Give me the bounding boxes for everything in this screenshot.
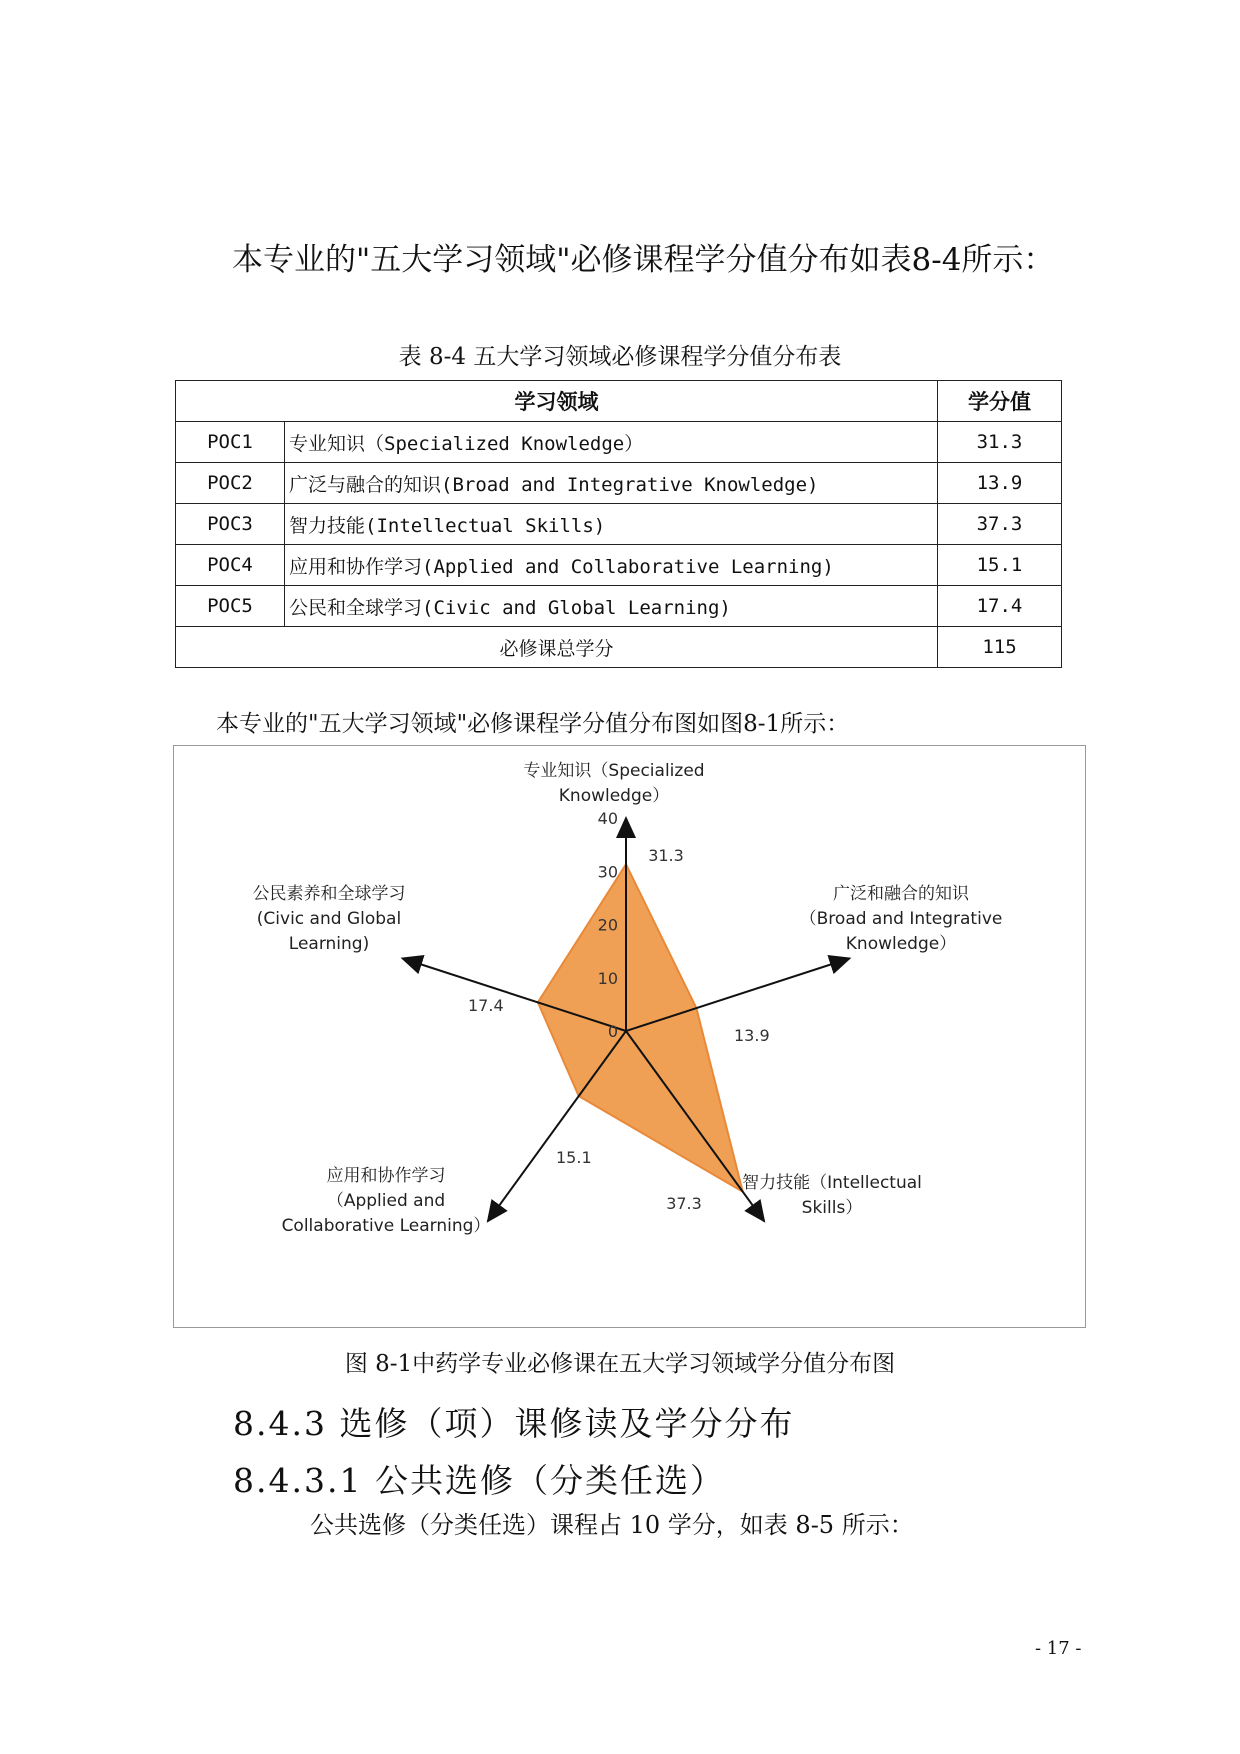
tick-label: 10: [597, 968, 618, 988]
table-row: [176, 422, 1062, 463]
radar-area: [538, 864, 743, 1191]
row-name: 智力技能(Intellectual Skills): [285, 504, 938, 545]
tick-label: 40: [597, 809, 618, 828]
chart-intro: 本专业的"五大学习领域"必修课程学分值分布图如图8-1所示：: [216, 711, 850, 737]
data-label: 15.1: [556, 1148, 592, 1167]
total-value: 115: [938, 627, 1062, 668]
row-code: POC3: [176, 504, 285, 545]
table-row: [176, 545, 1062, 586]
header-domain: 学习领域: [176, 381, 938, 422]
row-code: POC5: [176, 586, 285, 627]
intro-paragraph: 本专业的"五大学习领域"必修课程学分值分布如表8-4所示：: [232, 242, 1055, 278]
row-code: POC2: [176, 463, 285, 504]
total-label: 必修课总学分: [176, 627, 938, 668]
table-total-row: [176, 627, 1062, 668]
row-credit: 31.3: [938, 422, 1062, 463]
data-label: 13.9: [734, 1026, 770, 1045]
axis-label: 专业知识（Specialized Knowledge）: [523, 761, 705, 806]
page-number: - 17 -: [1035, 1638, 1082, 1659]
radar-axis: [488, 1031, 626, 1221]
row-name: 公民和全球学习(Civic and Global Learning): [285, 586, 938, 627]
table-row: [176, 586, 1062, 627]
table-caption: 表 8-4 五大学习领域必修课程学分值分布表: [398, 344, 842, 370]
row-name: 专业知识（Specialized Knowledge）: [285, 422, 938, 463]
table-header-row: [176, 381, 1062, 422]
axis-label: 公民素养和全球学习(Civic and Global Learning): [252, 884, 406, 954]
data-label: 17.4: [468, 996, 504, 1015]
row-credit: 37.3: [938, 504, 1062, 545]
row-name: 广泛与融合的知识(Broad and Integrative Knowledge): [285, 463, 938, 504]
row-credit: 15.1: [938, 545, 1062, 586]
radar-chart: [173, 745, 1086, 1328]
table-row: [176, 504, 1062, 545]
axis-label: 智力技能（Intellectual Skills）: [742, 1173, 922, 1218]
data-label: 37.3: [666, 1194, 702, 1213]
radar-chart-svg: [174, 746, 1085, 1327]
header-credit: 学分值: [938, 381, 1062, 422]
tick-label: 30: [597, 862, 618, 882]
axis-label: 广泛和融合的知识（Broad and Integrative Knowledge）: [799, 884, 1003, 954]
credit-table: [175, 380, 1062, 668]
tick-label: 0: [607, 1022, 618, 1041]
data-label: 31.3: [648, 846, 684, 865]
subsection-heading: 8.4.3.1 公共选修（分类任选）: [233, 1461, 725, 1500]
row-name: 应用和协作学习(Applied and Collaborative Learning): [285, 545, 938, 586]
table-row: [176, 463, 1062, 504]
row-code: POC1: [176, 422, 285, 463]
figure-caption: 图 8-1中药学专业必修课在五大学习领域学分值分布图: [344, 1351, 896, 1377]
axis-label: 应用和协作学习（Applied and Collaborative Learning）: [281, 1166, 491, 1236]
row-code: POC4: [176, 545, 285, 586]
tick-label: 20: [597, 915, 618, 935]
row-credit: 17.4: [938, 586, 1062, 627]
section-heading: 8.4.3 选修（项）课修读及学分分布: [233, 1404, 795, 1443]
body-paragraph: 公共选修（分类任选）课程占 10 学分，如表 8-5 所示：: [310, 1511, 914, 1539]
row-credit: 13.9: [938, 463, 1062, 504]
